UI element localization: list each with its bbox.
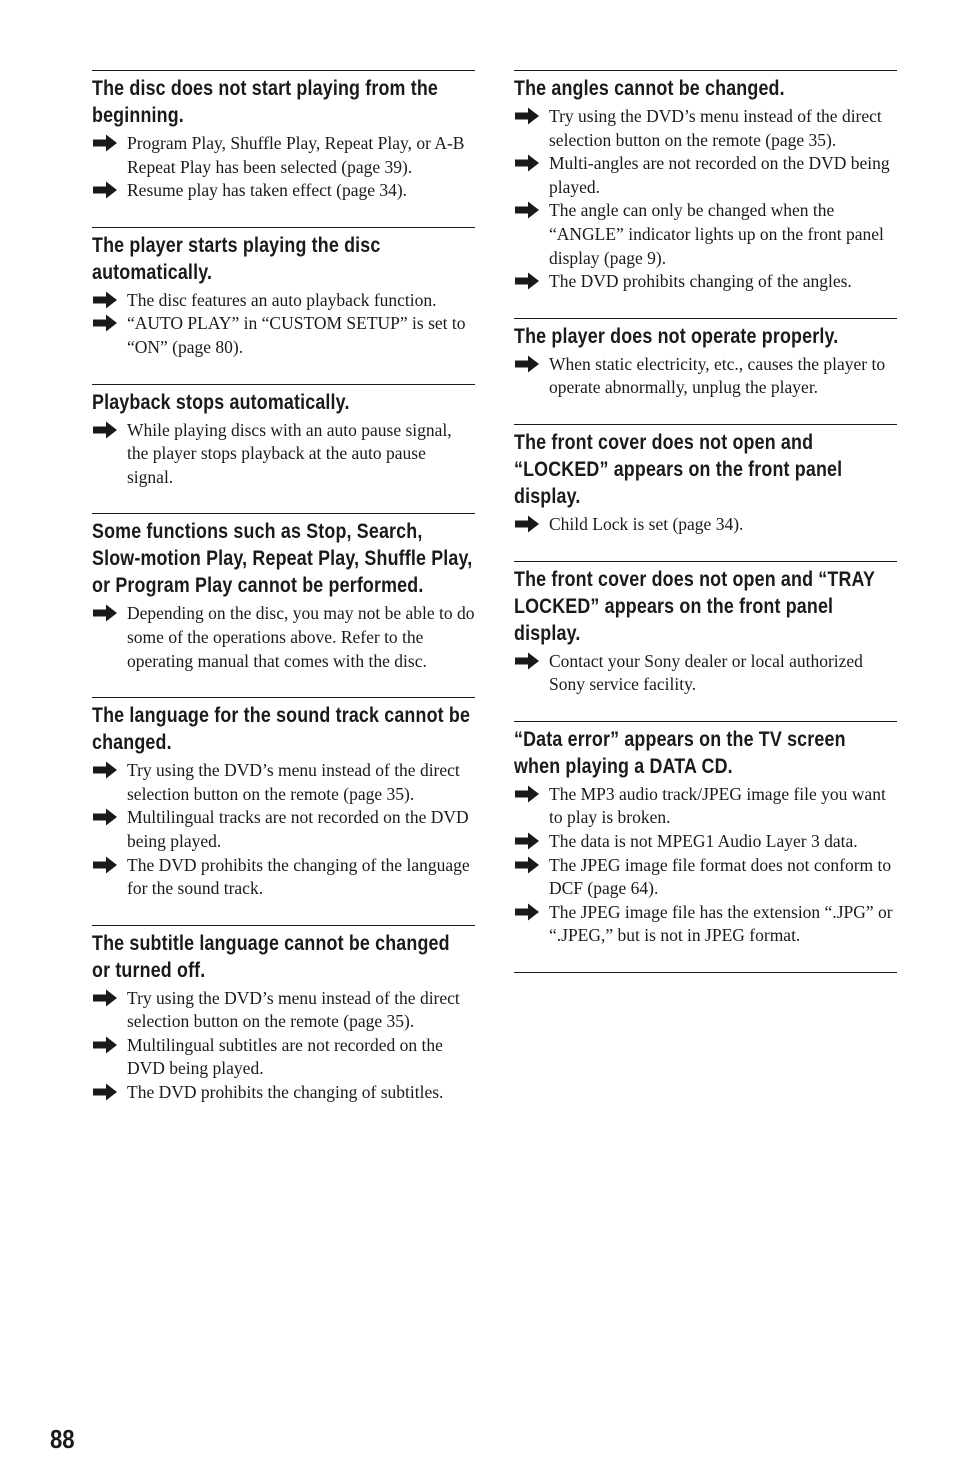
section-heading: The subtitle language cannot be changed or turned off.	[92, 931, 450, 982]
list-item	[514, 513, 897, 537]
list-item-text: Multi-angles are not recorded on the DVD being played.	[549, 153, 890, 197]
arrow-right-icon	[514, 200, 540, 220]
list-item-text: Multilingual subtitles are not recorded on the DVD being played.	[127, 1034, 443, 1079]
list-item	[92, 759, 475, 806]
troubleshooting-section	[92, 384, 475, 490]
troubleshooting-section	[514, 424, 897, 537]
arrow-right-icon	[514, 651, 540, 671]
list-item-text: Try using the DVD’s menu instead of the direct selection button on the remote (page 35).	[127, 760, 460, 804]
remedy-list	[514, 513, 897, 537]
list-item	[514, 830, 897, 854]
list-item	[92, 419, 475, 490]
list-item	[92, 987, 475, 1034]
remedy-list	[92, 602, 475, 673]
arrow-right-icon	[92, 1035, 118, 1055]
list-item-text: Resume play has taken effect (page 34).	[127, 180, 408, 201]
arrow-right-icon	[92, 313, 118, 333]
section-heading: The language for the sound track cannot be changed.	[92, 704, 471, 755]
arrow-right-icon	[514, 153, 540, 173]
list-item-text: Try using the DVD’s menu instead of the direct selection button on the remote (page 35).	[127, 987, 460, 1032]
list-item	[92, 1081, 475, 1105]
right-column	[514, 70, 897, 973]
troubleshooting-section	[514, 561, 897, 697]
troubleshooting-section	[92, 925, 475, 1105]
list-item	[514, 353, 897, 400]
list-item-text: Multilingual tracks are not recorded on the DVD being played.	[127, 807, 469, 851]
list-item-text: Depending on the disc, you may not be able to do some of the operations above. Refer to the operating manual that comes with the disc.	[127, 603, 475, 671]
list-item-text: Program Play, Shuffle Play, Repeat Play, or A-B Repeat Play has been selected (page 39).	[127, 133, 465, 177]
list-item	[92, 1034, 475, 1081]
list-item	[92, 854, 475, 901]
section-heading: The disc does not start playing from the beginning.	[92, 77, 439, 127]
remedy-list	[514, 650, 897, 697]
remedy-list	[514, 783, 897, 948]
troubleshooting-section	[92, 513, 475, 673]
end-rule	[514, 972, 897, 973]
list-item-text: “AUTO PLAY” in “CUSTOM SETUP” is set to “ON” (page 80).	[127, 313, 466, 357]
list-item	[514, 650, 897, 697]
page-number: 88	[50, 1424, 75, 1454]
list-item	[514, 901, 897, 948]
list-item	[514, 105, 897, 152]
troubleshooting-section	[514, 318, 897, 400]
list-item	[514, 199, 897, 270]
troubleshooting-section	[92, 697, 475, 901]
list-item-text: Child Lock is set (page 34).	[549, 513, 744, 534]
arrow-right-icon	[92, 760, 118, 780]
arrow-right-icon	[514, 514, 540, 534]
left-column	[92, 70, 475, 1129]
list-item	[514, 152, 897, 199]
arrow-right-icon	[514, 855, 540, 875]
arrow-right-icon	[514, 784, 540, 804]
remedy-list	[92, 987, 475, 1105]
troubleshooting-section	[514, 721, 897, 948]
list-item	[92, 179, 475, 203]
list-item	[514, 854, 897, 901]
arrow-right-icon	[514, 271, 540, 291]
list-item	[92, 602, 475, 673]
arrow-right-icon	[514, 902, 540, 922]
arrow-right-icon	[92, 807, 118, 827]
list-item-text: The angle can only be changed when the “ANGLE” indicator lights up on the front panel display (page 9).	[549, 200, 884, 268]
list-item-text: The JPEG image file format does not conform to DCF (page 64).	[549, 854, 892, 899]
remedy-list	[92, 289, 475, 360]
list-item-text: The DVD prohibits the changing of the language for the sound track.	[127, 854, 470, 899]
remedy-list	[92, 132, 475, 203]
troubleshooting-section	[92, 227, 475, 360]
list-item-text: The data is not MPEG1 Audio Layer 3 data.	[549, 830, 858, 851]
arrow-right-icon	[514, 831, 540, 851]
arrow-right-icon	[92, 180, 118, 200]
troubleshooting-section	[514, 70, 897, 294]
list-item-text: The disc features an auto playback function.	[127, 289, 437, 310]
list-item-text: When static electricity, etc., causes the player to operate abnormally, unplug the player.	[549, 353, 886, 398]
section-heading: Playback stops automatically.	[92, 390, 350, 414]
section-heading: The player starts playing the disc automatically.	[92, 233, 381, 284]
list-item-text: Contact your Sony dealer or local authorized Sony service facility.	[549, 650, 863, 695]
arrow-right-icon	[514, 106, 540, 126]
remedy-list	[514, 353, 897, 400]
list-item-text: The JPEG image file has the extension “.JPG” or “.JPEG,” but is not in JPEG format.	[549, 901, 893, 946]
list-item-text: While playing discs with an auto pause signal, the player stops playback at the auto pause signal.	[127, 419, 452, 487]
arrow-right-icon	[92, 603, 118, 623]
list-item	[514, 783, 897, 830]
list-item-text: The DVD prohibits changing of the angles.	[549, 271, 852, 292]
list-item-text: The MP3 audio track/JPEG image file you want to play is broken.	[549, 783, 886, 828]
list-item-text: Try using the DVD’s menu instead of the direct selection button on the remote (page 35).	[549, 106, 882, 150]
list-item	[92, 132, 475, 179]
list-item	[92, 806, 475, 853]
section-heading: The angles cannot be changed.	[514, 77, 785, 100]
section-heading: “Data error” appears on the TV screen when playing a DATA CD.	[514, 727, 846, 778]
troubleshooting-section	[92, 70, 475, 203]
remedy-list	[514, 105, 897, 294]
arrow-right-icon	[92, 420, 118, 440]
arrow-right-icon	[92, 988, 118, 1008]
arrow-right-icon	[514, 354, 540, 374]
list-item	[92, 312, 475, 359]
arrow-right-icon	[92, 1082, 118, 1102]
section-heading: Some functions such as Stop, Search, Slow-motion Play, Repeat Play, Shuffle Play, or Program Play cannot be performed.	[92, 520, 473, 598]
remedy-list	[92, 419, 475, 490]
section-heading: The player does not operate properly.	[514, 324, 839, 348]
list-item	[92, 289, 475, 313]
arrow-right-icon	[92, 290, 118, 310]
section-heading: The front cover does not open and “TRAY LOCKED” appears on the front panel display.	[514, 567, 875, 645]
list-item	[514, 270, 897, 294]
remedy-list	[92, 759, 475, 901]
list-item-text: The DVD prohibits the changing of subtitles.	[127, 1082, 444, 1103]
section-heading: The front cover does not open and “LOCKED” appears on the front panel display.	[514, 430, 843, 508]
arrow-right-icon	[92, 855, 118, 875]
arrow-right-icon	[92, 133, 118, 153]
